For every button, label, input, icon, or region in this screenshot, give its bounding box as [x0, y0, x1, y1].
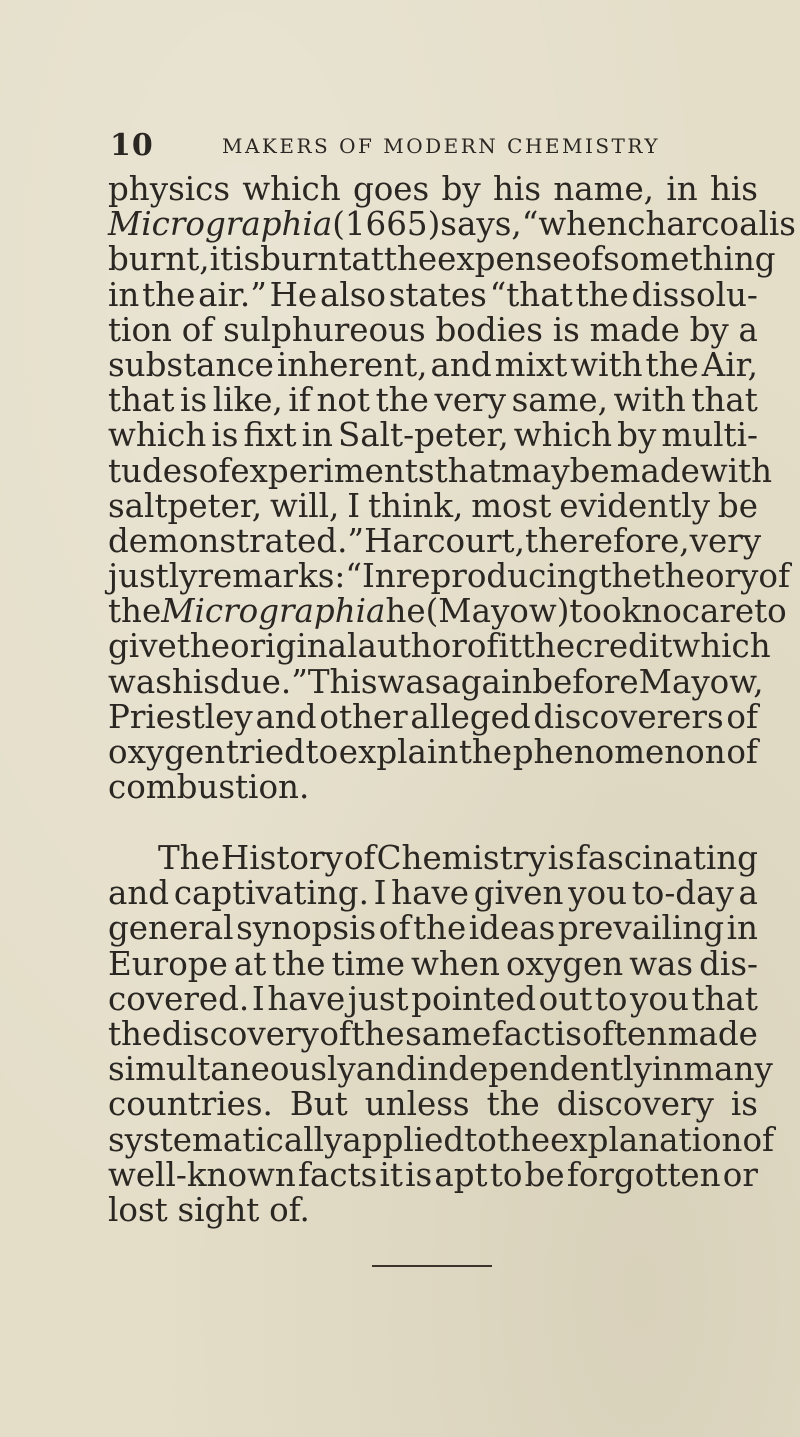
word: states: [388, 275, 487, 314]
word: by: [689, 310, 729, 349]
word: general: [108, 909, 234, 948]
word: which: [242, 170, 341, 208]
word: Chemistry: [376, 839, 547, 877]
word: of: [378, 909, 411, 948]
word: it: [498, 627, 522, 666]
word: be: [717, 486, 758, 525]
word: often: [582, 1014, 668, 1053]
word: before: [532, 662, 639, 701]
word: with: [613, 381, 686, 420]
word: to: [754, 592, 787, 631]
word: the: [458, 733, 513, 771]
word: give: [108, 627, 177, 666]
word: his: [493, 170, 542, 208]
word: the: [598, 557, 652, 596]
word: time: [331, 944, 406, 983]
word: something: [603, 240, 776, 279]
word: a: [738, 874, 758, 913]
word: tudes: [108, 451, 199, 490]
word: saltpeter,: [108, 486, 263, 525]
word: goes: [352, 170, 430, 208]
text-line: [108, 841, 758, 876]
word: “when: [521, 205, 628, 244]
word: phenomenon: [512, 733, 726, 771]
word: forgotten: [566, 1155, 721, 1194]
word: very: [689, 521, 762, 560]
word: to: [464, 1120, 497, 1159]
word: facts: [297, 1155, 378, 1194]
word: or: [722, 1155, 758, 1194]
word: took: [569, 592, 642, 631]
word: made: [589, 310, 680, 349]
word: given: [473, 874, 564, 913]
text-line: [108, 1155, 758, 1194]
word: I: [373, 874, 387, 913]
text-line: [108, 240, 776, 279]
word: dissolu-: [631, 275, 758, 314]
word: again: [441, 662, 533, 701]
text-line: [108, 521, 762, 560]
text-line: [108, 1190, 758, 1229]
word: dis-: [699, 944, 758, 983]
word: of: [319, 1014, 351, 1053]
word: I: [251, 979, 265, 1018]
word: burnt: [260, 240, 352, 279]
word: experiments: [230, 451, 435, 490]
word: well-known: [108, 1155, 296, 1194]
word: the: [575, 275, 629, 314]
word: substance: [108, 345, 274, 384]
word: by: [441, 170, 481, 208]
word: the: [521, 627, 576, 666]
word: to: [489, 1155, 523, 1194]
text-line: [108, 418, 758, 453]
page-number: 10: [110, 128, 154, 163]
word: the: [383, 240, 438, 279]
running-head: [110, 128, 750, 164]
word: discovery: [556, 1085, 714, 1124]
word: to: [305, 733, 339, 771]
word: History: [220, 839, 343, 877]
word: at: [233, 944, 267, 983]
text-line: [108, 697, 758, 736]
word: at: [351, 240, 384, 279]
word: bodies: [435, 310, 543, 349]
word: Mayow,: [638, 662, 764, 701]
word: air.”: [198, 275, 267, 314]
word: of: [742, 1120, 775, 1159]
word: and: [430, 345, 492, 384]
word: is: [211, 416, 239, 455]
word: other: [319, 697, 408, 736]
word: Priestley: [108, 697, 253, 736]
word: and: [355, 1050, 417, 1089]
word: also: [319, 275, 386, 314]
word: the: [108, 1014, 162, 1053]
word: The: [158, 839, 220, 877]
word: in: [108, 275, 140, 314]
word: sulphureous: [223, 310, 426, 349]
word: made: [609, 451, 700, 490]
text-line: [108, 383, 758, 418]
word: :: [334, 557, 346, 596]
word: in: [726, 909, 758, 948]
word: very: [434, 381, 506, 420]
word: independently: [416, 1050, 652, 1089]
word: explain: [338, 733, 459, 771]
text-line: [108, 592, 787, 631]
text-line: [108, 944, 758, 983]
word: due.”: [219, 662, 308, 701]
word: like,: [212, 381, 283, 420]
text-line: [108, 735, 758, 770]
text-line: [108, 979, 758, 1018]
section-end-rule: [372, 1265, 492, 1267]
word: synopsis: [236, 909, 377, 948]
word: that: [691, 979, 758, 1018]
word: when: [411, 944, 500, 983]
word: his: [709, 170, 758, 208]
word: the: [176, 627, 231, 666]
word: remarks: [197, 557, 335, 596]
word: original: [230, 627, 358, 666]
word: discoverers: [533, 697, 724, 736]
word: “that: [489, 275, 573, 314]
word: apt: [434, 1155, 488, 1194]
word: oxygen: [108, 733, 226, 771]
word: of: [343, 839, 376, 877]
word: you: [568, 874, 628, 913]
word: with: [570, 345, 643, 384]
word: lost: [108, 1190, 168, 1229]
word: the: [272, 944, 326, 983]
word: burnt,: [108, 240, 210, 279]
word: Micrographia: [161, 592, 386, 631]
word: the: [375, 381, 429, 420]
word: same: [405, 1014, 492, 1053]
word: But: [289, 1085, 348, 1124]
word: I: [347, 486, 361, 525]
word: the: [142, 275, 196, 314]
text-line: [108, 310, 758, 349]
word: alleged: [410, 697, 531, 736]
word: tion: [108, 310, 172, 349]
word: and: [108, 874, 170, 913]
word: discovery: [161, 1014, 319, 1053]
word: it: [209, 240, 234, 279]
word: Europe: [108, 944, 228, 983]
word: explanation: [550, 1120, 743, 1159]
word: his: [171, 662, 220, 701]
word: with: [699, 451, 773, 490]
word: of: [181, 310, 214, 349]
word: just: [347, 979, 409, 1018]
word: and: [255, 697, 317, 736]
word: He: [269, 275, 318, 314]
word: be: [569, 451, 610, 490]
word: (Mayow): [425, 592, 570, 631]
word: have: [267, 979, 346, 1018]
word: of: [726, 697, 758, 736]
word: applied: [342, 1120, 465, 1159]
word: is: [547, 839, 575, 877]
word: mixt: [494, 345, 568, 384]
text-line: [108, 1050, 773, 1089]
text-line: [108, 557, 791, 596]
word: fixt: [243, 416, 297, 455]
word: the: [486, 1085, 540, 1124]
word: he: [385, 592, 426, 631]
word: if: [288, 381, 311, 420]
word: systematically: [108, 1120, 343, 1159]
word: of: [571, 240, 604, 279]
word: name,: [553, 170, 655, 208]
word: says,: [440, 205, 522, 244]
word: in: [666, 170, 698, 208]
running-title: MAKERS OF MODERN CHEMISTRY: [222, 134, 661, 158]
word: same,: [511, 381, 608, 420]
word: the: [412, 909, 467, 948]
word: that: [691, 381, 758, 420]
word: This: [307, 662, 378, 701]
text-line: [108, 770, 758, 805]
word: may: [501, 451, 570, 490]
word: that: [434, 451, 502, 490]
word: care: [681, 592, 755, 631]
word: is: [554, 1014, 582, 1053]
word: pointed: [411, 979, 537, 1018]
text-line: [108, 876, 758, 911]
word: of: [726, 733, 758, 771]
word: to: [594, 979, 628, 1018]
word: be: [524, 1155, 565, 1194]
word: a: [738, 310, 758, 349]
word: not: [316, 381, 370, 420]
word: which: [672, 627, 771, 666]
word: Micrographia: [108, 205, 333, 244]
word: theory: [651, 557, 759, 596]
word: fact: [491, 1014, 555, 1053]
text-line: [108, 1014, 758, 1053]
word: unless: [364, 1085, 470, 1124]
word: reproducing: [395, 557, 599, 596]
text-line: [108, 205, 796, 244]
word: out: [538, 979, 593, 1018]
word: ideas: [468, 909, 556, 948]
text-line: [108, 275, 758, 314]
text-line: [108, 172, 758, 207]
word: multi-: [661, 416, 758, 455]
word: it: [379, 1155, 403, 1194]
paragraph-1: [108, 170, 796, 807]
word: is: [768, 205, 796, 244]
word: is: [405, 1155, 433, 1194]
word: Air,: [701, 345, 758, 384]
word: fascinating: [575, 839, 758, 877]
word: the: [496, 1120, 551, 1159]
word: the: [351, 1014, 405, 1053]
word: credit: [575, 627, 673, 666]
word: in: [301, 416, 333, 455]
word: inherent,: [276, 345, 428, 384]
paragraph-2: [108, 839, 775, 1229]
text-line: [108, 1087, 758, 1122]
word: was: [629, 944, 694, 983]
word: countries.: [108, 1085, 273, 1124]
word: that: [108, 381, 175, 420]
word: no: [641, 592, 682, 631]
word: is: [552, 310, 580, 349]
word: of: [466, 627, 499, 666]
word: the: [645, 345, 699, 384]
word: by: [617, 416, 657, 455]
word: expense: [437, 240, 572, 279]
word: of: [198, 451, 231, 490]
word: to-day: [631, 874, 734, 913]
word: many: [683, 1050, 773, 1089]
word: which: [108, 416, 207, 455]
word: charcoal: [627, 205, 769, 244]
word: was: [377, 662, 442, 701]
word: is: [233, 240, 261, 279]
word: evidently: [559, 486, 711, 525]
word: is: [180, 381, 208, 420]
word: will,: [270, 486, 340, 525]
word: therefore,: [524, 521, 690, 560]
word: was: [108, 662, 172, 701]
word: of.: [269, 1190, 310, 1229]
word: demonstrated.”: [108, 521, 365, 560]
word: Harcourt,: [364, 521, 525, 560]
text-line: [108, 911, 758, 946]
word: author: [357, 627, 467, 666]
word: (1665): [332, 205, 441, 244]
text-line: [108, 451, 773, 490]
text-line: [108, 345, 758, 384]
text-line: [108, 1120, 775, 1159]
word: oxygen: [505, 944, 624, 983]
word: you: [630, 979, 689, 1018]
word: captivating.: [173, 874, 369, 913]
word: think,: [368, 486, 464, 525]
word: tried: [225, 733, 305, 771]
text-line: [108, 486, 758, 525]
word: simultaneously: [108, 1050, 356, 1089]
word: have: [391, 874, 470, 913]
word: sight: [177, 1190, 260, 1229]
word: made: [667, 1014, 758, 1053]
word: covered.: [108, 979, 250, 1018]
word: Salt-peter,: [338, 416, 509, 455]
word: justly: [108, 557, 198, 596]
word: of: [758, 557, 791, 596]
word: “In: [345, 557, 396, 596]
text-line: [108, 627, 771, 666]
word: is: [730, 1085, 758, 1124]
word: combustion.: [108, 768, 310, 807]
word: physics: [108, 170, 231, 208]
word: the: [108, 592, 162, 631]
text-line: [108, 662, 764, 701]
word: which: [513, 416, 613, 455]
word: prevailing: [557, 909, 725, 948]
word: in: [652, 1050, 684, 1089]
word: most: [471, 486, 552, 525]
